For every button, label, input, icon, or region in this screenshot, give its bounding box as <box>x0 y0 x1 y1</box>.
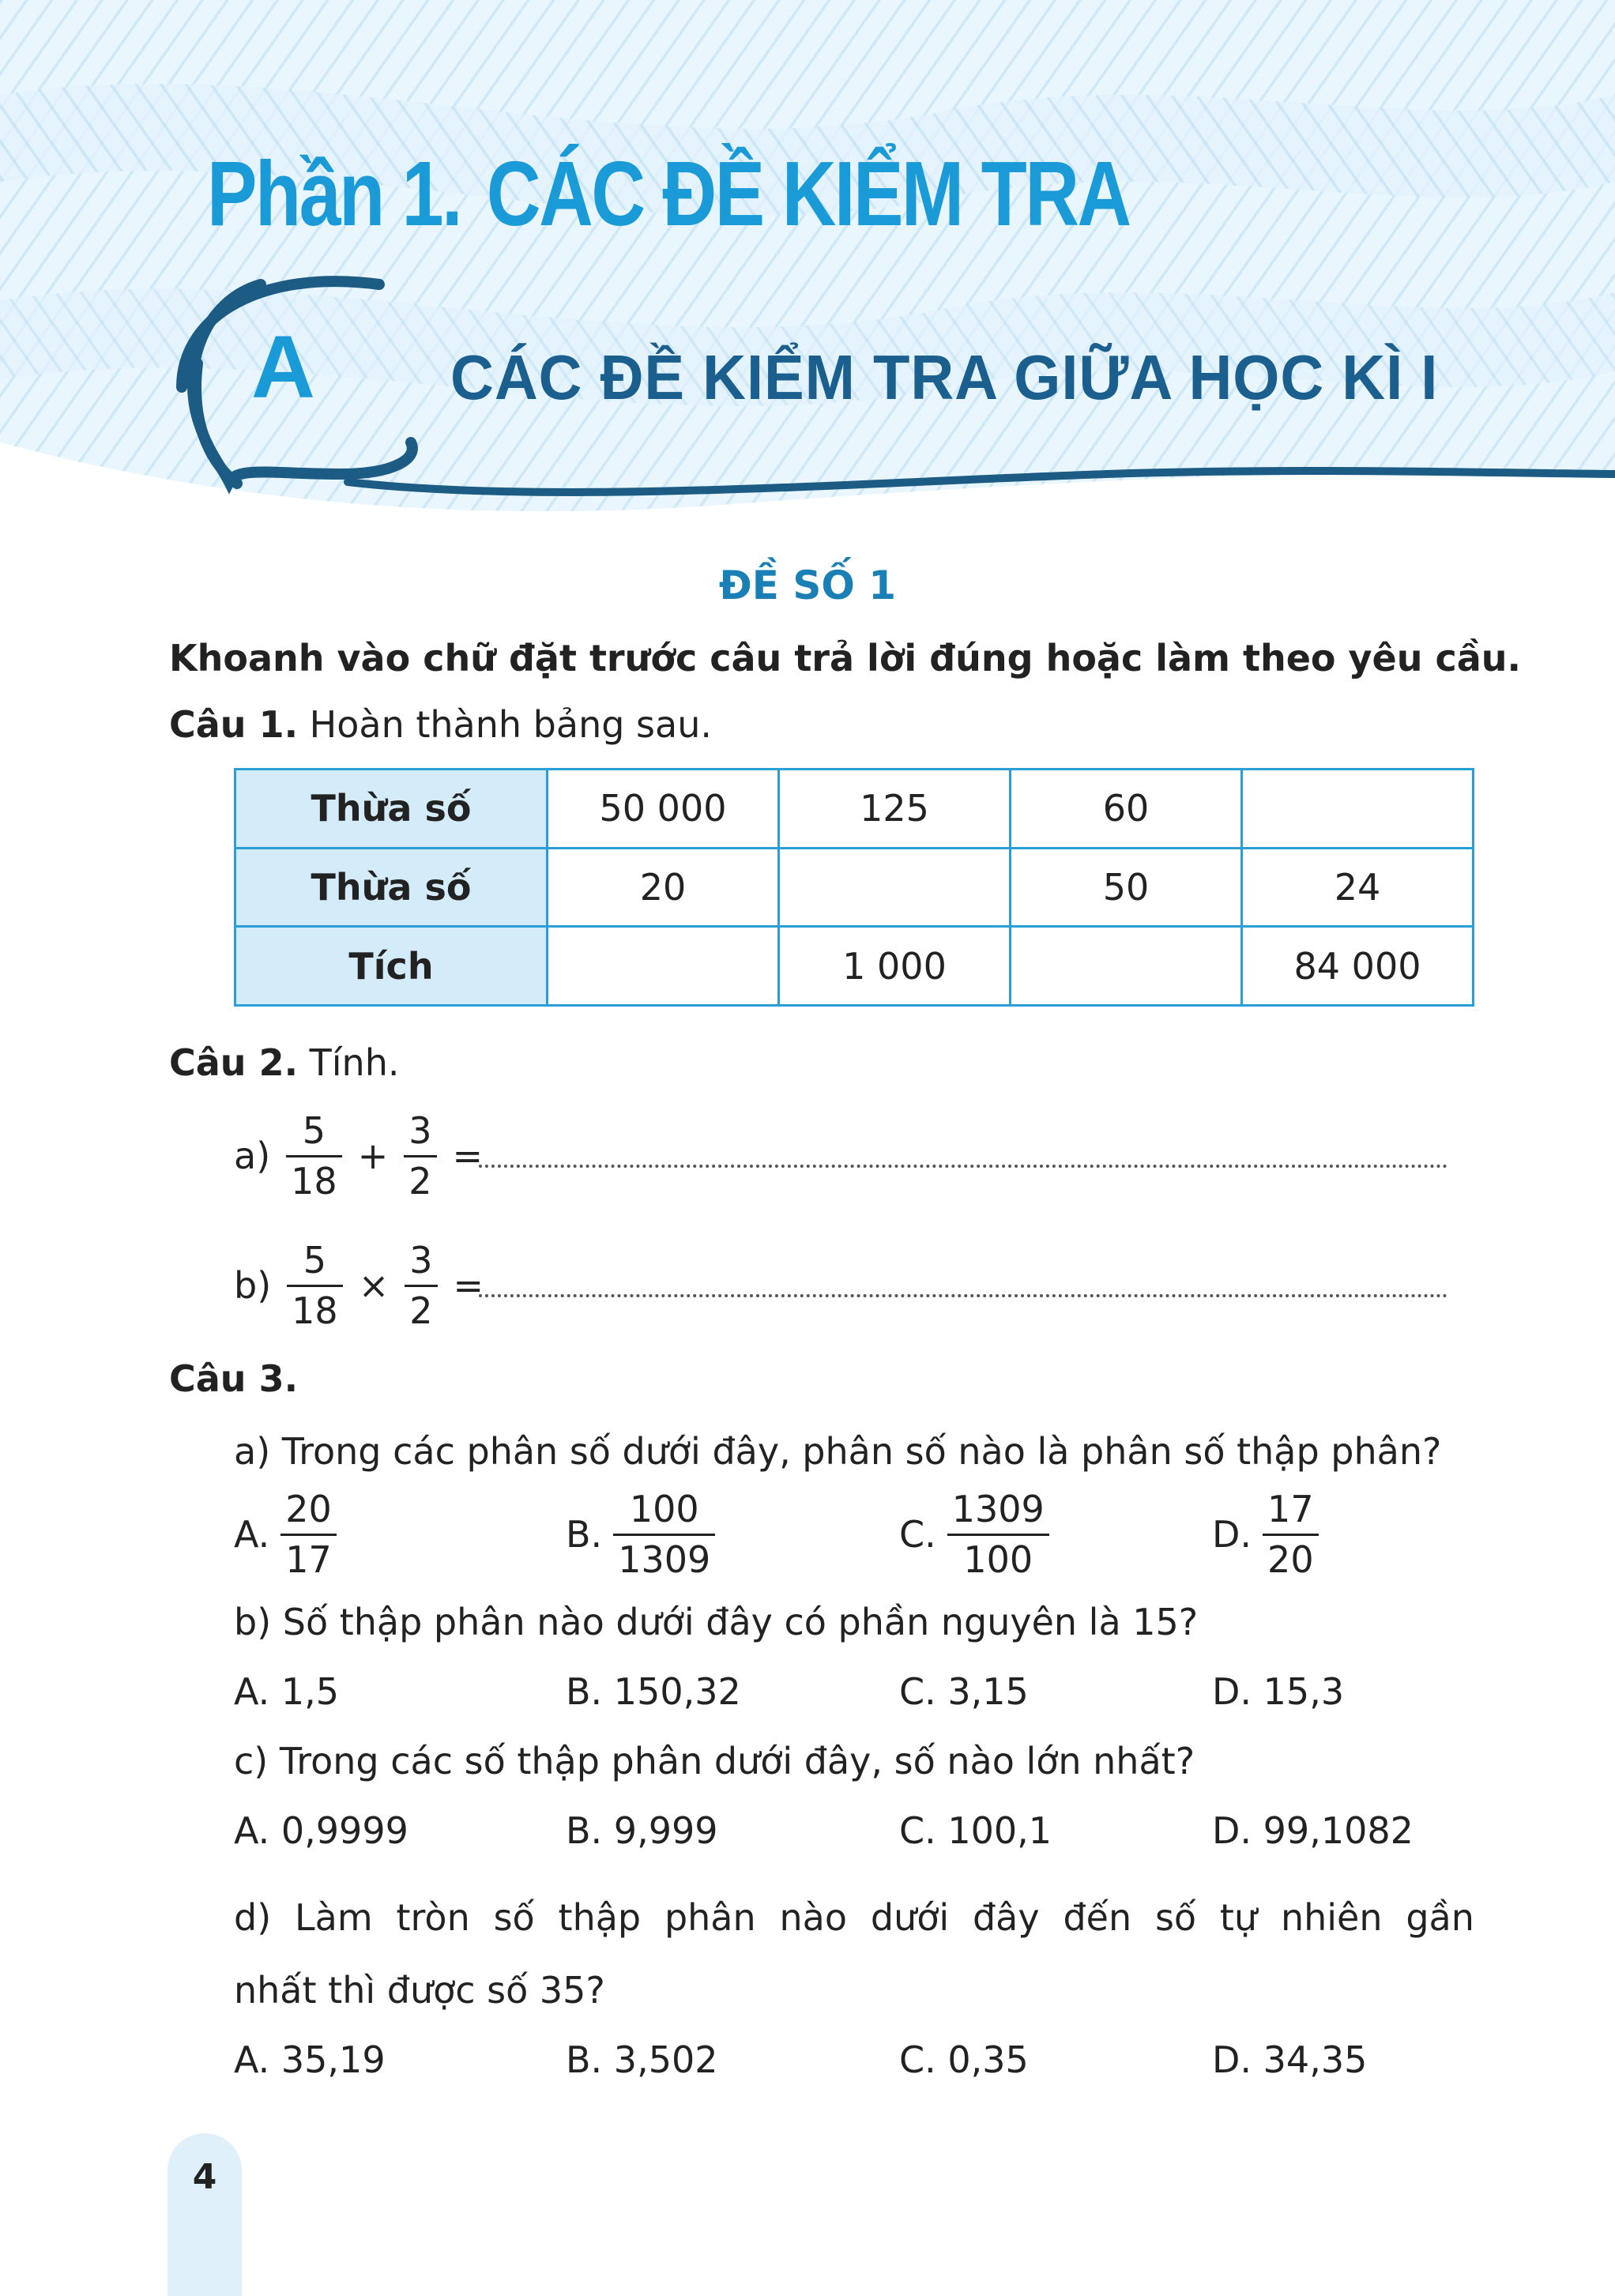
table-row <box>235 848 1474 927</box>
option-3d-c[interactable]: C. 0,35 <box>899 2038 1029 2081</box>
table-cell <box>1011 927 1242 1006</box>
question-2-label: Câu 2. <box>169 1041 299 1084</box>
option-3a-a[interactable] <box>234 1489 337 1581</box>
fraction <box>404 1110 436 1203</box>
fraction <box>287 1240 343 1332</box>
table-cell <box>779 848 1011 927</box>
calc-b <box>234 1234 484 1337</box>
option-3c-c[interactable]: C. 100,1 <box>899 1809 1052 1852</box>
word: gần <box>1406 1896 1474 1939</box>
part-title <box>207 141 1130 247</box>
word: tròn <box>396 1896 470 1939</box>
fraction <box>286 1110 342 1203</box>
option-3b-d[interactable]: D. 15,3 <box>1212 1670 1345 1713</box>
table-row <box>235 927 1474 1006</box>
word: tự <box>1219 1896 1258 1939</box>
row-header: Thừa số <box>235 848 548 927</box>
word: phân <box>664 1896 756 1939</box>
instruction: Khoanh vào chữ đặt trước câu trả lời đúng hoặc làm theo yêu cầu. <box>169 637 1522 679</box>
numerator: 1309 <box>947 1489 1049 1536</box>
word: dưới <box>870 1896 950 1939</box>
denominator: 17 <box>285 1538 332 1581</box>
table-cell: 125 <box>779 770 1011 849</box>
table-cell <box>1242 770 1474 849</box>
part-name: CÁC ĐỀ KIỂM TRA <box>486 142 1130 245</box>
option-3a-d[interactable] <box>1212 1489 1319 1581</box>
fraction <box>405 1240 437 1332</box>
question-3 <box>169 1357 298 1400</box>
word: số <box>1154 1896 1197 1939</box>
option-3b-c[interactable]: C. 3,15 <box>899 1670 1029 1713</box>
fraction <box>947 1489 1049 1581</box>
equals-sign: = <box>452 1135 484 1177</box>
calc-a-label: a) <box>234 1135 271 1177</box>
option-3c-d[interactable]: D. 99,1082 <box>1212 1809 1414 1852</box>
page-number: 4 <box>192 2157 217 2197</box>
option-3d-d[interactable]: D. 34,35 <box>1212 2038 1368 2081</box>
option-3b-a[interactable]: A. 1,5 <box>234 1670 340 1713</box>
denominator: 18 <box>291 1159 337 1203</box>
product-table <box>234 768 1474 1007</box>
question-3a-text: a) Trong các phân số dưới đây, phân số nào là phân số thập phân? <box>234 1430 1442 1473</box>
option-3c-b[interactable]: B. 9,999 <box>566 1809 718 1852</box>
table-cell: 20 <box>548 848 779 927</box>
operator: × <box>358 1264 390 1307</box>
question-2 <box>169 1041 399 1084</box>
question-1-text: Hoàn thành bảng sau. <box>309 703 712 746</box>
question-3c-text: c) Trong các số thập phân dưới đây, số nào lớn nhất? <box>234 1740 1195 1782</box>
question-3b-text: b) Số thập phân nào dưới đây có phần nguyên là 15? <box>234 1601 1199 1643</box>
option-label: A. <box>234 1513 270 1556</box>
numerator: 3 <box>404 1110 436 1157</box>
numerator: 5 <box>287 1240 343 1287</box>
question-3d-line-2: nhất thì được số 35? <box>234 1969 605 2012</box>
numerator: 3 <box>405 1240 437 1287</box>
table-row <box>235 770 1474 849</box>
denominator: 2 <box>408 1159 432 1203</box>
answer-line-a[interactable] <box>479 1165 1447 1168</box>
numerator: 5 <box>286 1110 342 1157</box>
row-header: Thừa số <box>235 770 548 849</box>
fraction <box>613 1489 715 1581</box>
table-cell: 84 000 <box>1242 927 1474 1006</box>
exam-title: ĐỀ SỐ 1 <box>718 563 897 608</box>
option-3a-b[interactable] <box>566 1489 715 1581</box>
question-2-text: Tính. <box>309 1041 400 1084</box>
word: số <box>493 1896 535 1939</box>
question-1 <box>169 703 712 746</box>
denominator: 20 <box>1267 1538 1314 1581</box>
calc-a <box>234 1105 483 1207</box>
option-3c-a[interactable]: A. 0,9999 <box>234 1809 408 1852</box>
calc-b-label: b) <box>234 1264 272 1307</box>
fraction <box>280 1489 337 1581</box>
denominator: 2 <box>409 1289 433 1332</box>
operator: + <box>357 1135 389 1177</box>
option-3d-b[interactable]: B. 3,502 <box>566 2038 718 2081</box>
word: đến <box>1063 1896 1132 1939</box>
table-cell: 60 <box>1011 770 1242 849</box>
option-label: D. <box>1212 1513 1252 1556</box>
numerator: 100 <box>613 1489 715 1536</box>
word: d) <box>234 1896 272 1939</box>
denominator: 18 <box>292 1289 338 1332</box>
denominator: 100 <box>963 1538 1033 1581</box>
denominator: 1309 <box>618 1538 711 1581</box>
table-cell: 50 <box>1011 848 1242 927</box>
numerator: 20 <box>280 1489 337 1536</box>
table-cell: 50 000 <box>548 770 779 849</box>
answer-line-b[interactable] <box>479 1294 1447 1297</box>
section-letter: A <box>251 318 315 416</box>
table-cell: 1 000 <box>779 927 1011 1006</box>
option-3a-c[interactable] <box>899 1489 1049 1581</box>
question-3-label: Câu 3. <box>169 1357 299 1400</box>
equals-sign: = <box>453 1264 484 1307</box>
header-background <box>0 0 1615 537</box>
question-1-label: Câu 1. <box>169 703 299 746</box>
word: đây <box>972 1896 1040 1939</box>
word: nào <box>779 1896 847 1939</box>
numerator: 17 <box>1263 1489 1319 1536</box>
fraction <box>1263 1489 1319 1581</box>
table-cell: 24 <box>1242 848 1474 927</box>
word: nhiên <box>1280 1896 1383 1939</box>
option-3d-a[interactable]: A. 35,19 <box>234 2038 386 2081</box>
section-title: CÁC ĐỀ KIỂM TRA GIỮA HỌC KÌ I <box>450 342 1439 412</box>
row-header: Tích <box>235 927 548 1006</box>
option-3b-b[interactable]: B. 150,32 <box>566 1670 741 1713</box>
question-3d-line-1 <box>234 1896 1474 1939</box>
option-label: B. <box>566 1513 603 1556</box>
option-label: C. <box>899 1513 936 1556</box>
word: Làm <box>295 1896 373 1939</box>
part-label: Phần 1. <box>207 142 461 245</box>
word: thập <box>558 1896 642 1939</box>
table-cell <box>548 927 779 1006</box>
